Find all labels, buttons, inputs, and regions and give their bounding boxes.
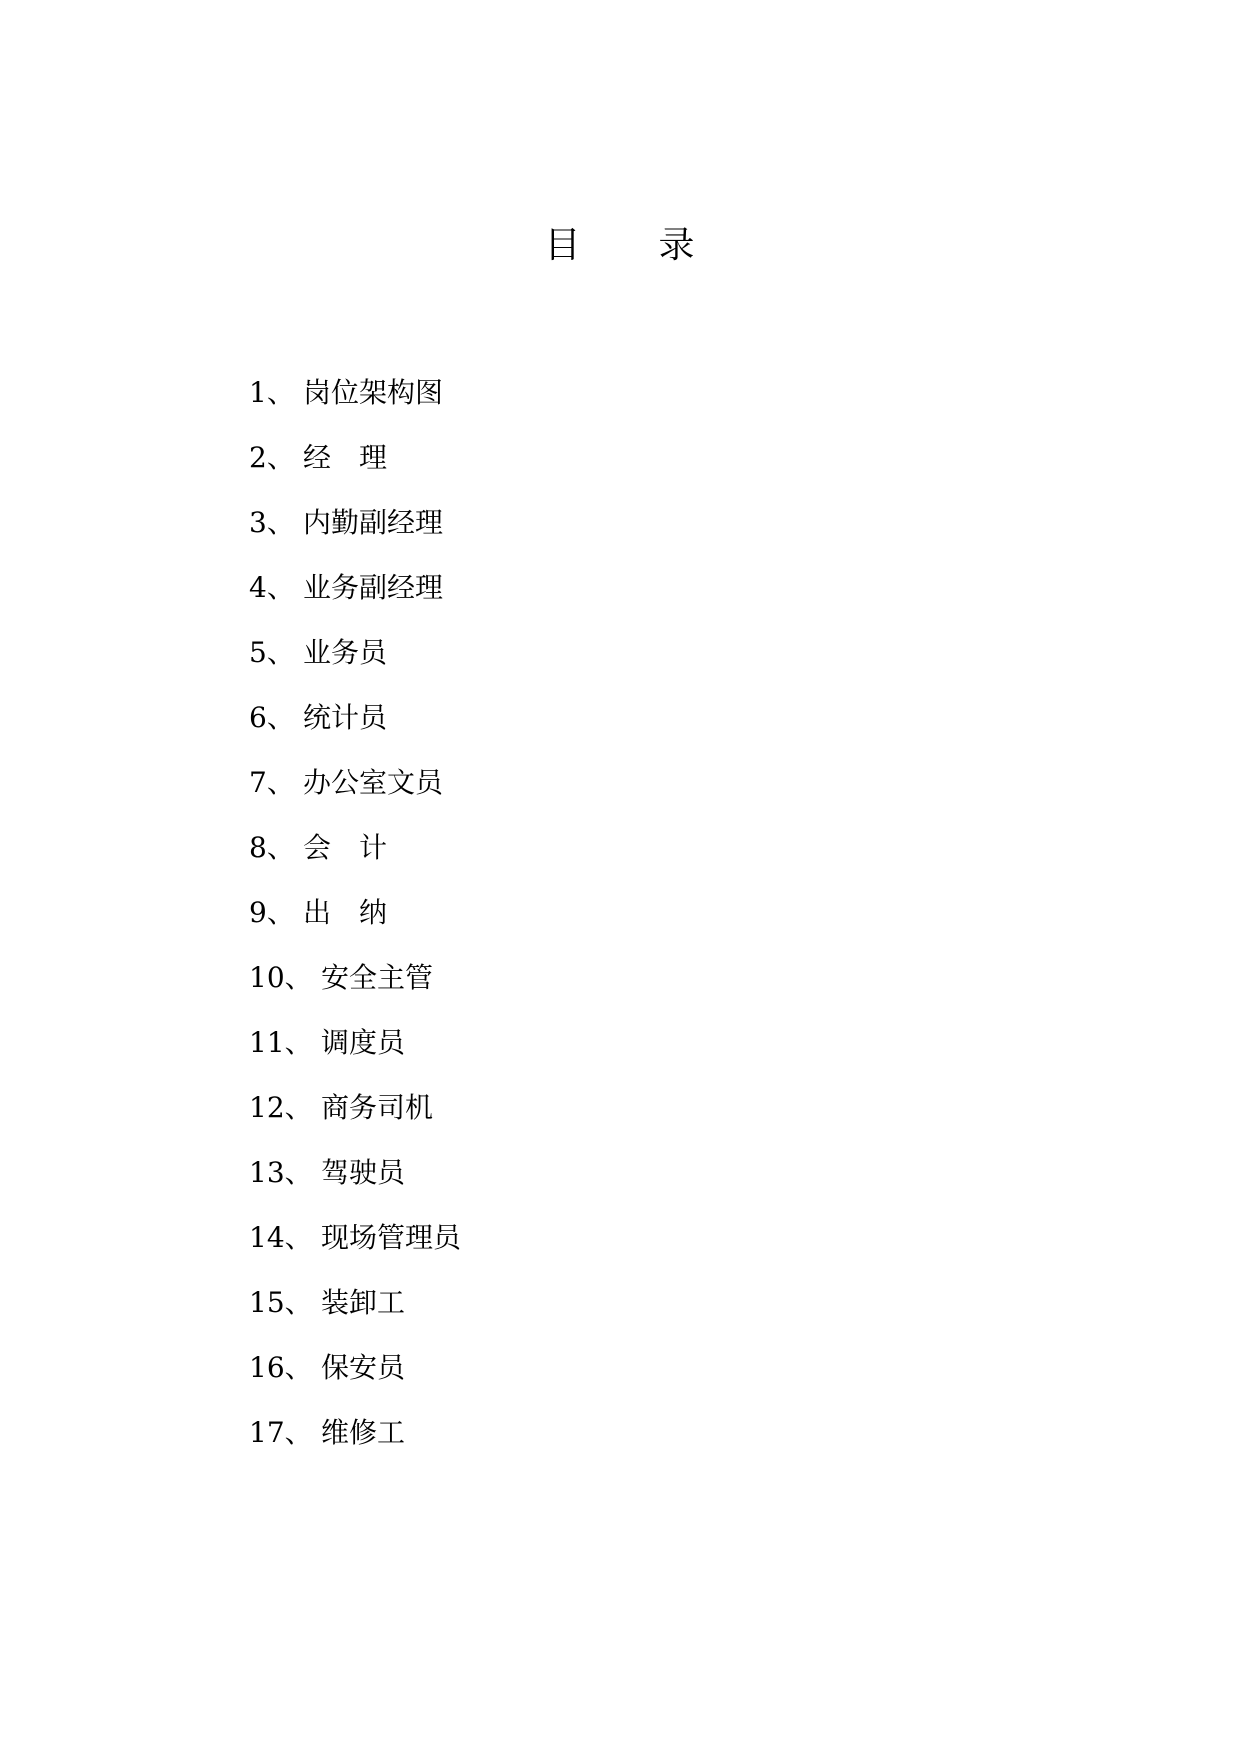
- toc-item: [249, 423, 1049, 488]
- toc-item: [249, 813, 1049, 878]
- toc-item-number: 2、: [249, 440, 295, 474]
- toc-item-label: 商务司机: [321, 1090, 434, 1124]
- toc-item-number: 7、: [249, 765, 295, 799]
- toc-item-number: 13、: [249, 1155, 313, 1189]
- toc-item: [249, 943, 1049, 1008]
- toc-item-label: 保安员: [321, 1350, 406, 1384]
- toc-item-number: 4、: [249, 570, 295, 604]
- toc-item-number: 1、: [249, 375, 295, 409]
- toc-item-label: 办公室文员: [303, 765, 444, 799]
- toc-item-label: 内勤副经理: [303, 505, 444, 539]
- toc-item-label: 经 理: [303, 440, 388, 474]
- toc-item-number: 12、: [249, 1090, 313, 1124]
- toc-item: [249, 618, 1049, 683]
- toc-item: [249, 358, 1049, 423]
- toc-item-label: 现场管理员: [321, 1220, 462, 1254]
- toc-item-label: 统计员: [303, 700, 388, 734]
- toc-item-label: 业务员: [303, 635, 388, 669]
- toc-item: [249, 1398, 1049, 1463]
- toc-item-number: 16、: [249, 1350, 313, 1384]
- page-title: 目 录: [544, 225, 697, 266]
- toc-item-label: 装卸工: [321, 1285, 406, 1319]
- toc-item: [249, 1333, 1049, 1398]
- toc-item-number: 9、: [249, 895, 295, 929]
- toc-item-label: 调度员: [321, 1025, 406, 1059]
- toc-item: [249, 553, 1049, 618]
- toc-item: [249, 748, 1049, 813]
- toc-item: [249, 878, 1049, 943]
- toc-item: [249, 683, 1049, 748]
- toc-item-label: 会 计: [303, 830, 388, 864]
- toc-item-number: 14、: [249, 1220, 313, 1254]
- toc-item-number: 5、: [249, 635, 295, 669]
- toc-item-number: 8、: [249, 830, 295, 864]
- table-of-contents: [249, 358, 1049, 1463]
- toc-item: [249, 1268, 1049, 1333]
- toc-item: [249, 1138, 1049, 1203]
- toc-item-number: 17、: [249, 1415, 313, 1449]
- toc-item-number: 3、: [249, 505, 295, 539]
- toc-item-label: 业务副经理: [303, 570, 444, 604]
- toc-item: [249, 1073, 1049, 1138]
- toc-item-label: 出 纳: [303, 895, 388, 929]
- toc-item-label: 维修工: [321, 1415, 406, 1449]
- toc-item-number: 6、: [249, 700, 295, 734]
- toc-item-label: 安全主管: [321, 960, 434, 994]
- toc-item-label: 驾驶员: [321, 1155, 406, 1189]
- toc-item-number: 10、: [249, 960, 313, 994]
- toc-item-number: 11、: [249, 1025, 313, 1059]
- toc-item: [249, 1203, 1049, 1268]
- toc-item-number: 15、: [249, 1285, 313, 1319]
- toc-item-label: 岗位架构图: [303, 375, 444, 409]
- toc-item: [249, 488, 1049, 553]
- toc-item: [249, 1008, 1049, 1073]
